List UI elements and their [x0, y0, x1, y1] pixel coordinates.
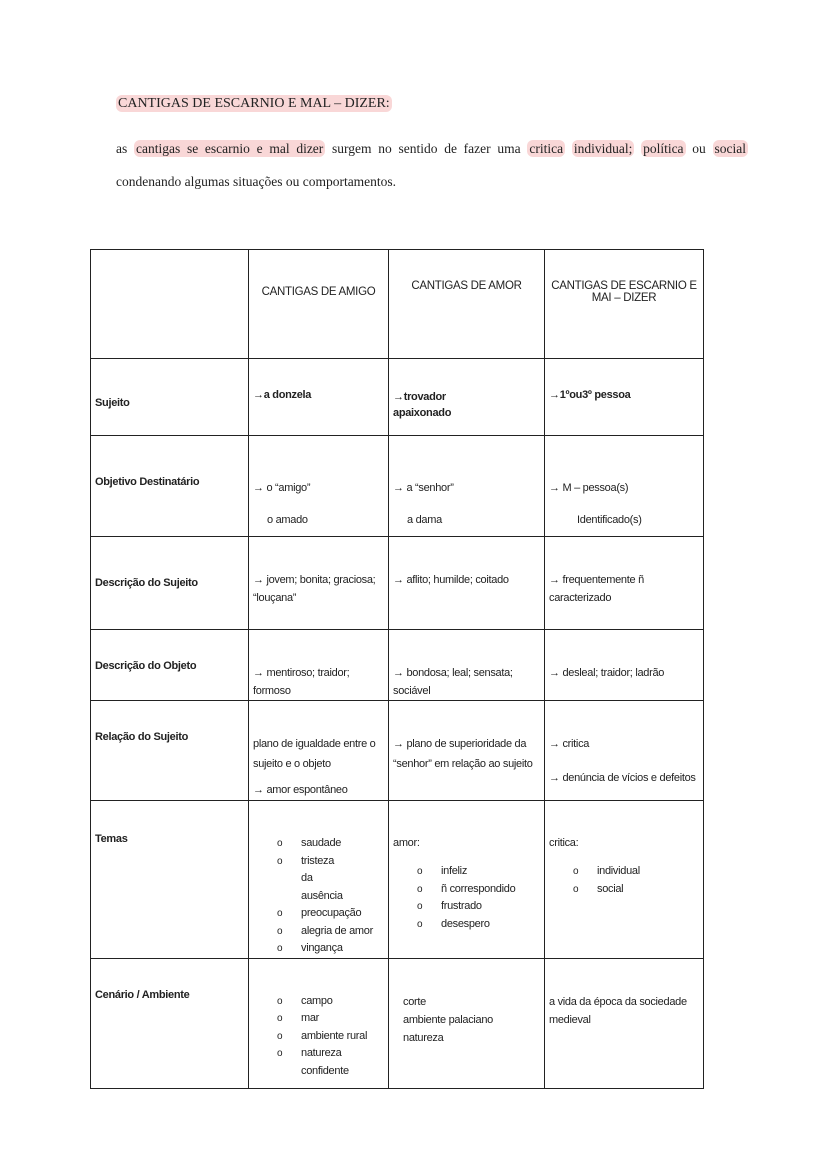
cell-line: → critica	[549, 738, 590, 750]
cell	[389, 801, 545, 959]
cell	[389, 958, 545, 1088]
list-item: o natureza confidente	[277, 1045, 351, 1080]
header-empty	[91, 250, 249, 359]
list-item: o mar	[277, 1010, 384, 1028]
cell	[389, 436, 545, 537]
cell-line: apaixonado	[393, 407, 452, 419]
cell-line: plano de igualdade entre o sujeito e o objeto	[253, 738, 376, 770]
highlight: cantigas se escarnio e mal dizer	[135, 141, 324, 156]
cell-line: a dama	[407, 514, 442, 526]
list-item: o campo	[277, 993, 384, 1011]
row-label: Descrição do Sujeito	[91, 537, 249, 630]
cell	[249, 801, 389, 959]
cell-line: →trovador	[393, 391, 446, 403]
cell-line: → a “senhor”	[393, 482, 454, 494]
header-amor: CANTIGAS DE AMOR	[389, 250, 545, 359]
row-label: Relação do Sujeito	[91, 701, 249, 801]
cell	[545, 436, 704, 537]
highlight: individual;	[573, 141, 633, 156]
cell-line: → amor espontâneo	[253, 784, 348, 796]
bullet-list	[277, 835, 384, 958]
table-row	[91, 701, 704, 801]
list-item: o vingança	[277, 940, 384, 958]
cell-line: → o “amigo”	[253, 482, 311, 494]
cell-line: ambiente palaciano	[403, 1013, 494, 1026]
list-item: o saudade	[277, 835, 384, 853]
cell: → aflito; humilde; coitado	[389, 537, 545, 630]
cell-line: Identificado(s)	[577, 514, 642, 526]
list-item: o desespero	[417, 916, 540, 934]
table-row	[91, 958, 704, 1088]
cell: → jovem; bonita; graciosa; “louçana”	[249, 537, 389, 630]
cell: →a donzela	[249, 359, 389, 436]
row-label: Objetivo Destinatário	[91, 436, 249, 537]
highlight: social	[714, 141, 747, 156]
cell: a vida da época da sociedade medieval	[545, 958, 704, 1088]
comparison-table	[90, 249, 704, 1089]
highlight: política	[643, 141, 684, 156]
table-row	[91, 359, 704, 436]
intro-paragraph	[116, 132, 748, 198]
cell	[249, 701, 389, 801]
cell: → mentiroso; traidor; formoso	[249, 630, 389, 701]
header-escarnio: CANTIGAS DE ESCARNIO E MAI – DIZER	[545, 250, 704, 359]
list-item: o social	[573, 881, 699, 899]
row-label: Sujeito	[91, 359, 249, 436]
cell: → frequentemente ñ caracterizado	[545, 537, 704, 630]
cell	[545, 801, 704, 959]
bullet-list	[417, 863, 540, 933]
cell	[545, 701, 704, 801]
cell-line: natureza	[403, 1031, 444, 1044]
list-item: o alegria de amor	[277, 923, 384, 941]
heading	[116, 96, 392, 112]
table-row	[91, 436, 704, 537]
list-item: o individual	[573, 863, 699, 881]
text: as	[116, 141, 128, 156]
table-row	[91, 630, 704, 701]
table-row	[91, 537, 704, 630]
row-label: Temas	[91, 801, 249, 959]
text: surgem no sentido de fazer uma	[332, 141, 521, 156]
cell-line: o amado	[267, 514, 308, 526]
cell-line: → M – pessoa(s)	[549, 482, 629, 494]
highlight: critica	[529, 141, 564, 156]
table-header-row	[91, 250, 704, 359]
bullet-list	[277, 993, 384, 1081]
list-item: o frustrado	[417, 898, 540, 916]
header-amigo: CANTIGAS DE AMIGO	[249, 250, 389, 359]
row-label: Descrição do Objeto	[91, 630, 249, 701]
cell-line: amor:	[393, 837, 420, 849]
heading-text: CANTIGAS DE ESCARNIO E MAL – DIZER:	[118, 96, 390, 111]
cell-line: critica:	[549, 837, 579, 849]
list-item: o tristeza da ausência	[277, 853, 341, 906]
list-item: o ambiente rural	[277, 1028, 384, 1046]
bullet-list	[573, 863, 699, 898]
cell: →1ºou3º pessoa	[545, 359, 704, 436]
cell	[389, 359, 545, 436]
cell: → desleal; traidor; ladrão	[545, 630, 704, 701]
cell: → bondosa; leal; sensata; sociável	[389, 630, 545, 701]
table-row	[91, 801, 704, 959]
text: ou	[692, 141, 706, 156]
cell-line: → denúncia de vícios e defeitos	[549, 772, 696, 784]
list-item: o ñ correspondido	[417, 881, 540, 899]
cell	[249, 958, 389, 1088]
text: condenando algumas situações ou comportamentos.	[116, 174, 397, 189]
cell: → plano de superioridade da “senhor” em relação ao sujeito	[389, 701, 545, 801]
row-label: Cenário / Ambiente	[91, 958, 249, 1088]
list-item: o infeliz	[417, 863, 540, 881]
cell-line: corte	[403, 995, 426, 1008]
cell	[249, 436, 389, 537]
list-item: o preocupação	[277, 905, 384, 923]
